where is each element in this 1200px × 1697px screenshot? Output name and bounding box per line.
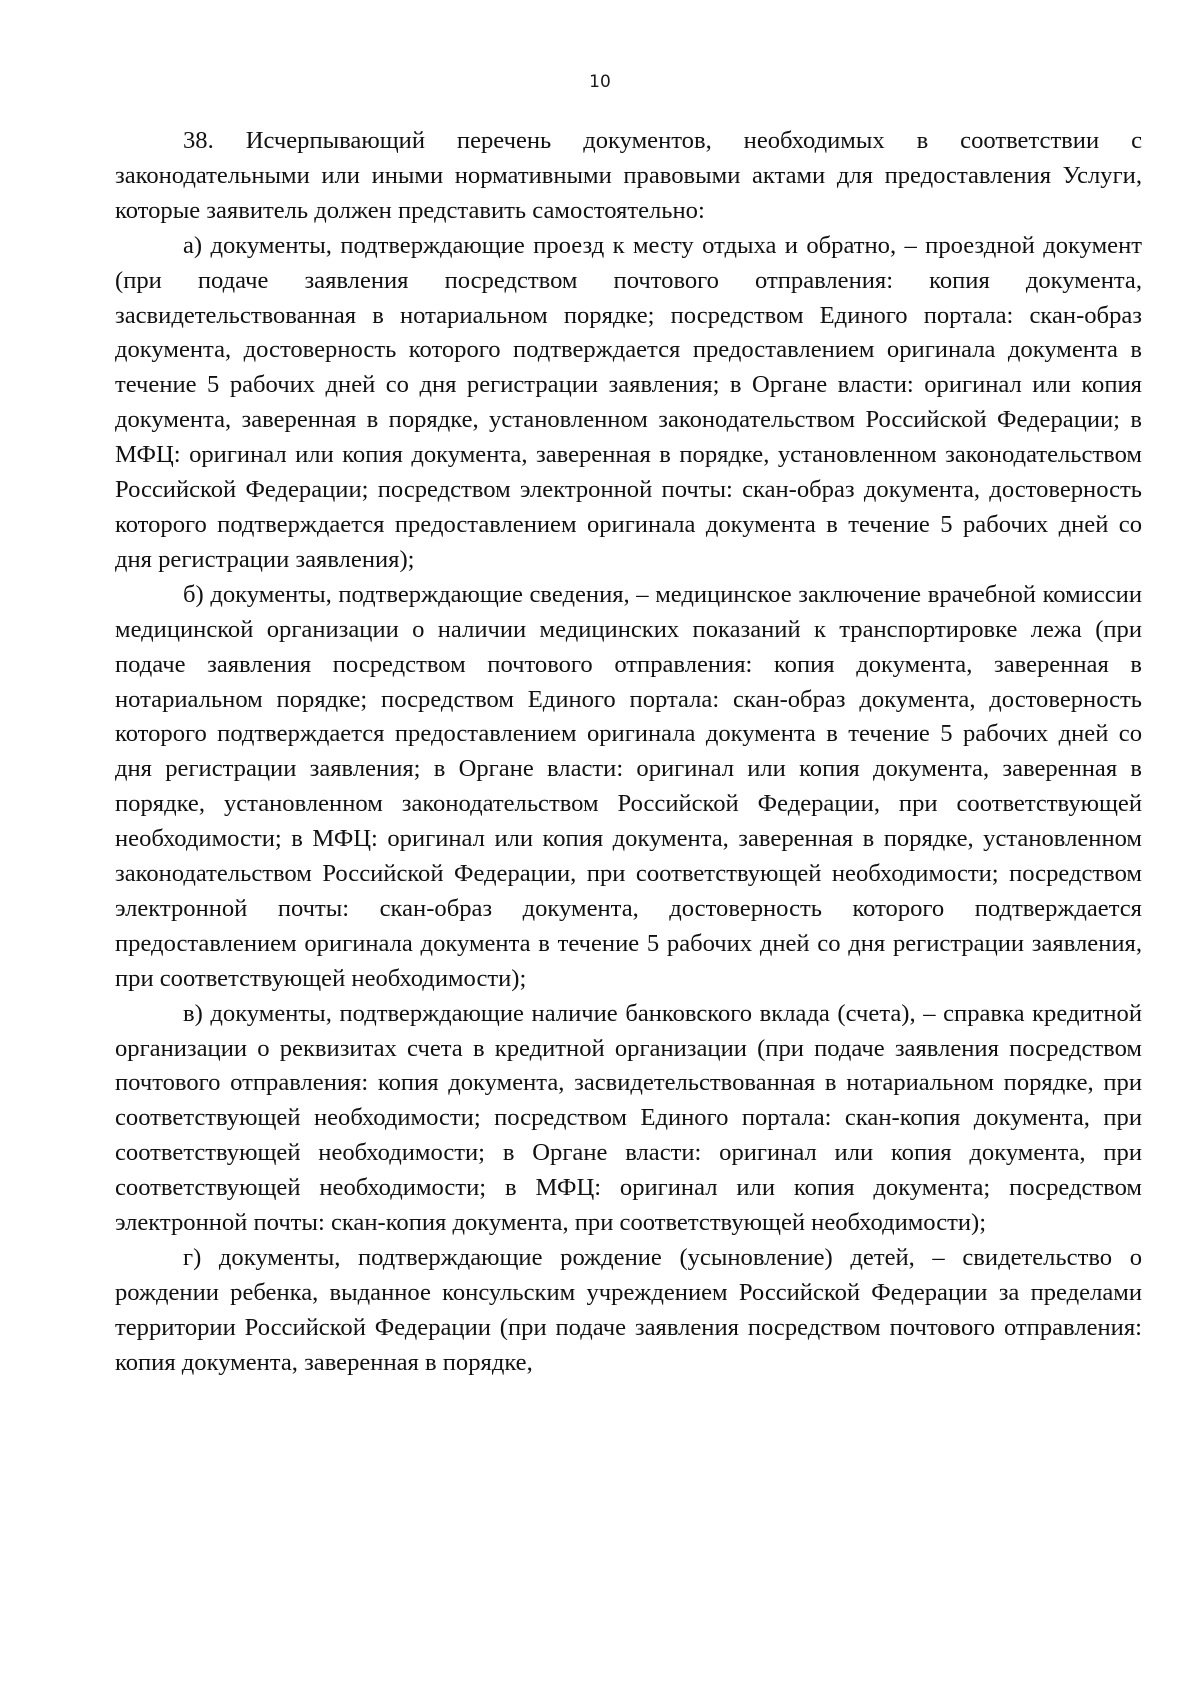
paragraph-g: г) документы, подтверждающие рождение (усыновление) детей, – свидетельство о рождении ребенка, выданное консульским учреждением Российской Федерации за пределами территории Российской Федерации (при подаче заявления посредством почтового отправления: копия документа, заверенная в порядке,	[115, 1244, 1142, 1376]
paragraph-b: б) документы, подтверждающие сведения, – медицинское заключение врачебной комиссии медицинской организации о наличии медицинских показаний к транспортировке лежа (при подаче заявления посредством почтового отправления: копия документа, заверенная в нотариальном порядке; посредством Единого портала: скан-образ документа, достоверность которого подтверждается предоставлением оригинала документа в течение 5 рабочих дней со дня регистрации заявления; в Органе власти: оригинал или копия документа, заверенная в порядке, установленном законодательством Российской Федерации, при соответствующей необходимости; в МФЦ: оригинал или копия документа, заверенная в порядке, установленном законодательством Российской Федерации, при соответствующей необходимости; посредством электронной почты: скан-образ документа, достоверность которого подтверждается предоставлением оригинала документа в течение 5 рабочих дней со дня регистрации заявления, при соответствующей необходимости);	[115, 580, 1142, 992]
page-number: 10	[589, 72, 611, 92]
paragraph-38: 38. Исчерпывающий перечень документов, необходимых в соответствии с законодательными или иными нормативными правовыми актами для предоставления Услуги, которые заявитель должен представить самостоятельно:	[115, 127, 1142, 224]
paragraph-v: в) документы, подтверждающие наличие банковского вклада (счета), – справка кредитной организации о реквизитах счета в кредитной организации (при подаче заявления посредством почтового отправления: копия документа, засвидетельствованная в нотариальном порядке, при соответствующей необходимости; посредством Единого портала: скан-копия документа, при соответствующей необходимости; в Органе власти: оригинал или копия документа, при соответствующей необходимости; в МФЦ: оригинал или копия документа; посредством электронной почты: скан-копия документа, при соответствующей необходимости);	[115, 999, 1142, 1237]
document-body	[115, 124, 1142, 1381]
paragraph-a: а) документы, подтверждающие проезд к месту отдыха и обратно, – проездной документ (при подаче заявления посредством почтового отправления: копия документа, засвидетельствованная в нотариальном порядке; посредством Единого портала: скан-образ документа, достоверность которого подтверждается предоставлением оригинала документа в течение 5 рабочих дней со дня регистрации заявления; в Органе власти: оригинал или копия документа, заверенная в порядке, установленном законодательством Российской Федерации; в МФЦ: оригинал или копия документа, заверенная в порядке, установленном законодательством Российской Федерации; посредством электронной почты: скан-образ документа, достоверность которого подтверждается предоставлением оригинала документа в течение 5 рабочих дней со дня регистрации заявления);	[115, 231, 1142, 573]
